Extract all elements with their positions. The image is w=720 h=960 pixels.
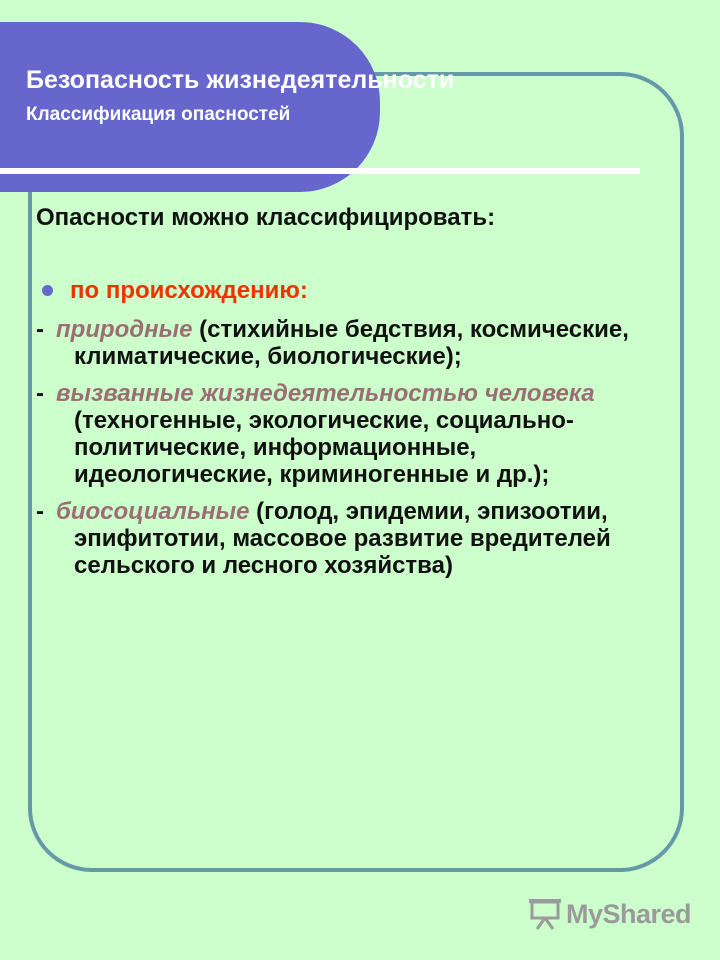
title-underline xyxy=(0,168,640,174)
bullet-dot-icon xyxy=(42,285,53,296)
presentation-icon xyxy=(528,898,562,930)
bullet-item xyxy=(36,277,656,304)
item-text: (голод, эпидемии, эпизоотии, эпифитотии, массовое развитие вредителей сельского и лесного хозяйства) xyxy=(74,498,611,579)
slide-subtitle: Классификация опасностей xyxy=(26,104,291,125)
slide-body xyxy=(36,204,656,589)
item-dash: - xyxy=(36,498,44,525)
list-item xyxy=(36,380,656,488)
item-accent: вызванные жизнедеятельностью человека xyxy=(56,380,595,407)
item-accent: биосоциальные xyxy=(56,498,250,525)
list-item xyxy=(36,498,656,579)
intro-text: Опасности можно классифицировать: xyxy=(36,204,496,231)
watermark-text: MyShared xyxy=(566,898,692,929)
bullet-text: по происхождению: xyxy=(70,277,308,304)
item-dash: - xyxy=(36,380,44,407)
slide-title: Безопасность жизнедеятельности xyxy=(26,66,455,94)
item-text: (техногенные, экологические, социально-политические, информационные, идеологические, криминогенные и др.); xyxy=(74,407,574,488)
list-item xyxy=(36,316,656,370)
item-text: (стихийные бедствия, космические, климатические, биологические); xyxy=(74,316,629,370)
item-accent: природные xyxy=(56,316,193,343)
item-dash: - xyxy=(36,316,44,343)
myshared-watermark xyxy=(528,898,691,930)
